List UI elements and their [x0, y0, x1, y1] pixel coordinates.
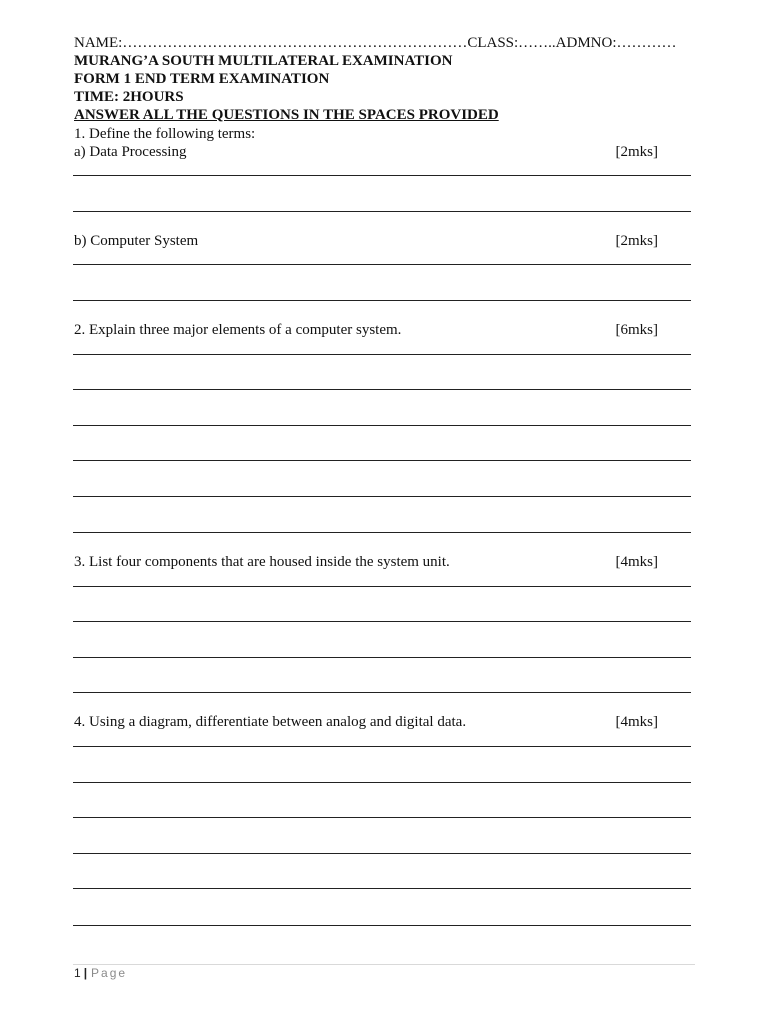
school-title: MURANG’A SOUTH MULTILATERAL EXAMINATION [74, 53, 453, 69]
footer-divider [73, 964, 695, 965]
footer-separator: | [83, 966, 88, 980]
question-text: 2. Explain three major elements of a computer system. [74, 322, 402, 338]
answer-line [73, 496, 691, 497]
answer-line [73, 354, 691, 355]
answer-line [73, 782, 691, 783]
question-text: 3. List four components that are housed inside the system unit. [74, 554, 450, 570]
marks-label: [4mks] [615, 714, 658, 730]
marks-label: [4mks] [615, 554, 658, 570]
page-footer [74, 966, 127, 980]
page-number: 1 [74, 966, 81, 980]
answer-line [73, 300, 691, 301]
answer-line [73, 586, 691, 587]
answer-line [73, 621, 691, 622]
answer-line [73, 211, 691, 212]
exam-instruction: ANSWER ALL THE QUESTIONS IN THE SPACES PROVIDED [74, 107, 499, 123]
question-text: a) Data Processing [74, 144, 187, 160]
answer-line [73, 853, 691, 854]
exam-title: FORM 1 END TERM EXAMINATION [74, 71, 330, 87]
marks-label: [6mks] [615, 322, 658, 338]
question-text: 4. Using a diagram, differentiate between analog and digital data. [74, 714, 467, 730]
answer-line [73, 746, 691, 747]
answer-line [73, 425, 691, 426]
page-label: Page [91, 966, 128, 980]
answer-line [73, 925, 691, 926]
name-class-admno-line: NAME:……………………………………………………………CLASS:……..ADMNO:………… [74, 35, 677, 51]
answer-line [73, 692, 691, 693]
marks-label: [2mks] [615, 144, 658, 160]
answer-line [73, 657, 691, 658]
answer-line [73, 264, 691, 265]
exam-duration: TIME: 2HOURS [74, 89, 184, 105]
question-text: 1. Define the following terms: [74, 126, 256, 142]
answer-line [73, 389, 691, 390]
marks-label: [2mks] [615, 233, 658, 249]
answer-line [73, 532, 691, 533]
answer-line [73, 817, 691, 818]
exam-header [74, 34, 677, 124]
answer-line [73, 175, 691, 176]
answer-line [73, 888, 691, 889]
question-text: b) Computer System [74, 233, 199, 249]
answer-line [73, 460, 691, 461]
